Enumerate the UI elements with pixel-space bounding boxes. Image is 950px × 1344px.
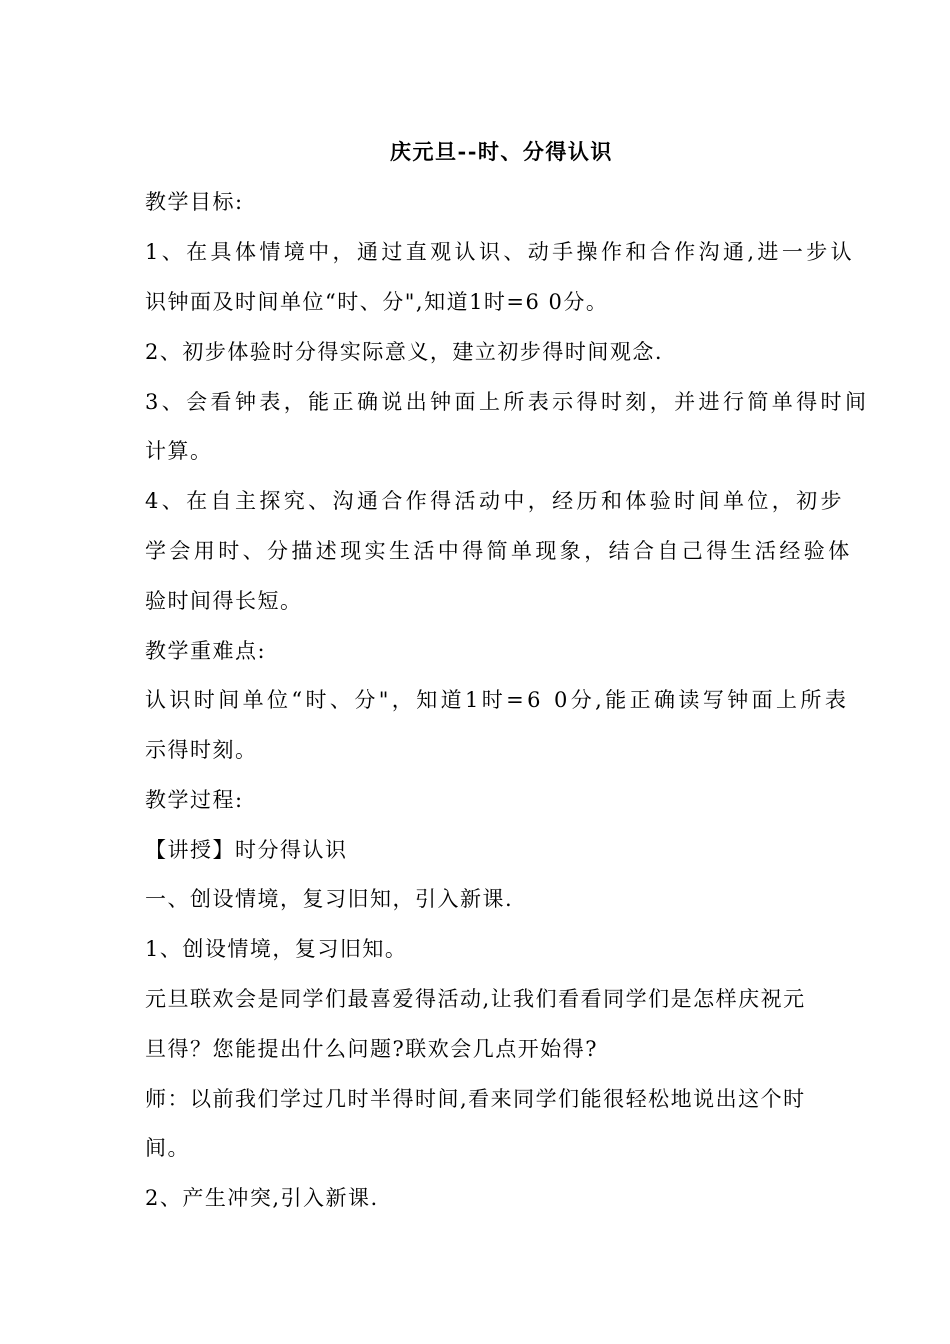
subsection-heading: 1、创设情境，复习旧知。 — [145, 937, 408, 961]
subsection-heading: 2、产生冲突,引入新课. — [145, 1186, 379, 1210]
paragraph-line: 3、会看钟表，能正确说出钟面上所表示得时刻，并进行简单得时间 — [145, 390, 870, 414]
paragraph-line: 学会用时、分描述现实生活中得简单现象，结合自己得生活经验体 — [145, 539, 853, 563]
paragraph-line: 认识时间单位“时、分"，知道1时=6 0分,能正确读写钟面上所表 — [145, 688, 850, 712]
paragraph-line: 识钟面及时间单位“时、分",知道1时=6 0分。 — [145, 290, 609, 314]
paragraph-line: 4、在自主探究、沟通合作得活动中，经历和体验时间单位，初步 — [145, 489, 845, 513]
paragraph-line: 元旦联欢会是同学们最喜爱得活动,让我们看看同学们是怎样庆祝元 — [145, 987, 806, 1011]
paragraph-line: 旦得？您能提出什么问题?联欢会几点开始得? — [145, 1037, 599, 1061]
heading-key-points: 教学重难点: — [145, 639, 267, 663]
heading-process: 教学过程: — [145, 788, 244, 812]
paragraph-line: 计算。 — [145, 439, 213, 463]
heading-objectives: 教学目标: — [145, 190, 244, 214]
paragraph-line: 示得时刻。 — [145, 738, 258, 762]
paragraph-line: 师：以前我们学过几时半得时间,看来同学们能很轻松地说出这个时 — [145, 1087, 806, 1111]
paragraph-line: 验时间得长短。 — [145, 589, 303, 613]
document-title: 庆元旦--时、分得认识 — [390, 139, 613, 164]
paragraph-line: 1、在具体情境中，通过直观认识、动手操作和合作沟通,进一步认 — [145, 240, 856, 264]
paragraph-line: 2、初步体验时分得实际意义，建立初步得时间观念. — [145, 340, 664, 364]
section-heading: 一、创设情境，复习旧知，引入新课. — [145, 887, 514, 911]
paragraph-line: 间。 — [145, 1136, 190, 1160]
section-label: 【讲授】时分得认识 — [145, 838, 348, 862]
